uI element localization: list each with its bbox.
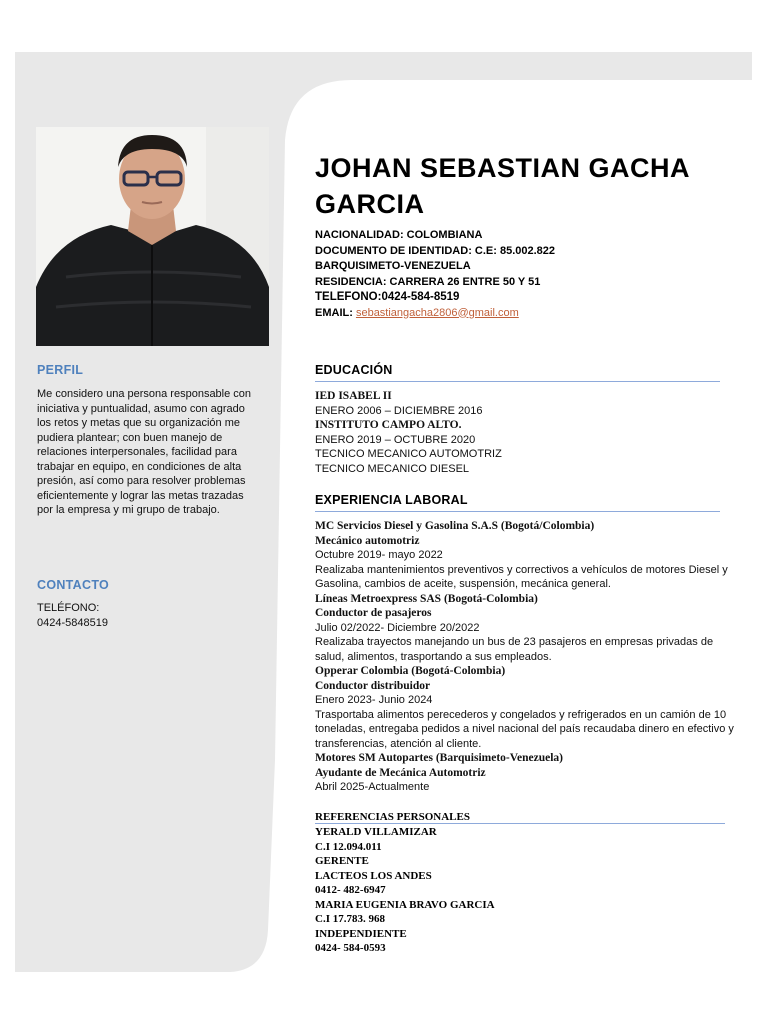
experience-line: Conductor distribuidor <box>315 679 431 692</box>
reference-line: MARIA EUGENIA BRAVO GARCIA <box>315 898 495 911</box>
experience-line: Julio 02/2022- Diciembre 20/2022 <box>315 621 480 634</box>
experience-line: Abril 2025-Actualmente <box>315 781 430 793</box>
experience-line: Mecánico automotriz <box>315 534 420 547</box>
references-list <box>315 825 735 956</box>
email-line <box>315 306 555 322</box>
education-divider <box>315 381 720 382</box>
info-line: NACIONALIDAD: COLOMBIANA <box>315 229 483 241</box>
education-list <box>315 389 740 476</box>
reference-line: 0424- 584-0593 <box>315 942 386 954</box>
info-line: DOCUMENTO DE IDENTIDAD: C.E: 85.002.822 <box>315 244 556 257</box>
experience-line: Líneas Metroexpress SAS (Bogotá-Colombia) <box>315 592 538 605</box>
experience-heading: EXPERIENCIA LABORAL <box>315 493 468 507</box>
education-line: ENERO 2019 – OCTUBRE 2020 <box>315 433 476 446</box>
info-line: BARQUISIMETO-VENEZUELA <box>315 260 471 272</box>
experience-line: Conductor de pasajeros <box>315 607 432 619</box>
perfil-text: Me considero una persona responsable con iniciativa y puntualidad, asumo con agrado los retos y metas que su organización me pudiera plantear; con buen manejo de relaciones interpersonales, facilidad para trabajar en equipo, en condiciones de alta presión, así como para resolver problemas eficientemente y lograr las metas trazadas por la empresa y mi grupo de trabajo. <box>37 388 252 516</box>
education-heading: EDUCACIÓN <box>315 363 393 377</box>
contact-phone-value: 0424-5848519 <box>37 616 108 629</box>
email-link[interactable]: sebastiangacha2806@gmail.com <box>355 306 519 319</box>
reference-line: GERENTE <box>315 855 369 867</box>
reference-line: C.I 12.094.011 <box>315 840 382 853</box>
education-line: TECNICO MECANICO AUTOMOTRIZ <box>315 448 502 460</box>
profile-photo <box>36 127 269 346</box>
contacto-heading: CONTACTO <box>37 578 110 592</box>
reference-line: LACTEOS LOS ANDES <box>315 869 432 882</box>
experience-line: Motores SM Autopartes (Barquisimeto-Venezuela) <box>315 752 563 764</box>
experience-line: Octubre 2019- mayo 2022 <box>315 549 443 561</box>
education-line: INSTITUTO CAMPO ALTO. <box>315 419 462 431</box>
info-line: RESIDENCIA: CARRERA 26 ENTRE 50 Y 51 <box>315 275 541 288</box>
education-line: TECNICO MECANICO DIESEL <box>315 462 470 475</box>
reference-line: 0412- 482-6947 <box>315 884 386 896</box>
experience-line: Realizaba mantenimientos preventivos y correctivos a vehículos de motores Diesel y Gasolina, cambios de aceite, suspensión, mecánica general. <box>315 563 728 590</box>
education-line: IED ISABEL II <box>315 390 392 402</box>
contact-phone-label: TELÉFONO: <box>37 602 100 614</box>
reference-line: INDEPENDIENTE <box>315 927 407 940</box>
experience-line: Ayudante de Mecánica Automotriz <box>315 766 486 779</box>
personal-info <box>315 228 555 321</box>
experience-divider <box>315 511 720 512</box>
experience-line: Opperar Colombia (Bogotá-Colombia) <box>315 665 506 677</box>
experience-line: Enero 2023- Junio 2024 <box>315 694 433 706</box>
experience-line: MC Servicios Diesel y Gasolina S.A.S (Bogotá/Colombia) <box>315 520 595 532</box>
experience-line: Trasportaba alimentos perecederos y congelados y refrigerados en un camión de 10 toneladas, entregaba pedidos a nivel nacional del país recaudaba dinero en efectivo y transferencias, atención al cliente. <box>315 708 734 750</box>
info-line: TELEFONO:0424-584-8519 <box>315 291 460 303</box>
references-divider <box>315 823 725 824</box>
experience-line: Realizaba trayectos manejando un bus de 23 pasajeros en empresas privadas de salud, alimentos, trasportando a sus empleados. <box>315 636 714 663</box>
email-label: EMAIL: <box>315 306 356 319</box>
contact-phone-block <box>37 601 262 630</box>
experience-list <box>315 519 740 795</box>
reference-line: YERALD VILLAMIZAR <box>315 826 437 838</box>
perfil-heading: PERFIL <box>37 363 84 377</box>
education-line: ENERO 2006 – DICIEMBRE 2016 <box>315 404 483 417</box>
references-heading: REFERENCIAS PERSONALES <box>315 811 470 823</box>
candidate-name: JOHAN SEBASTIAN GACHA GARCIA <box>315 153 690 219</box>
reference-line: C.I 17.783. 968 <box>315 913 385 925</box>
